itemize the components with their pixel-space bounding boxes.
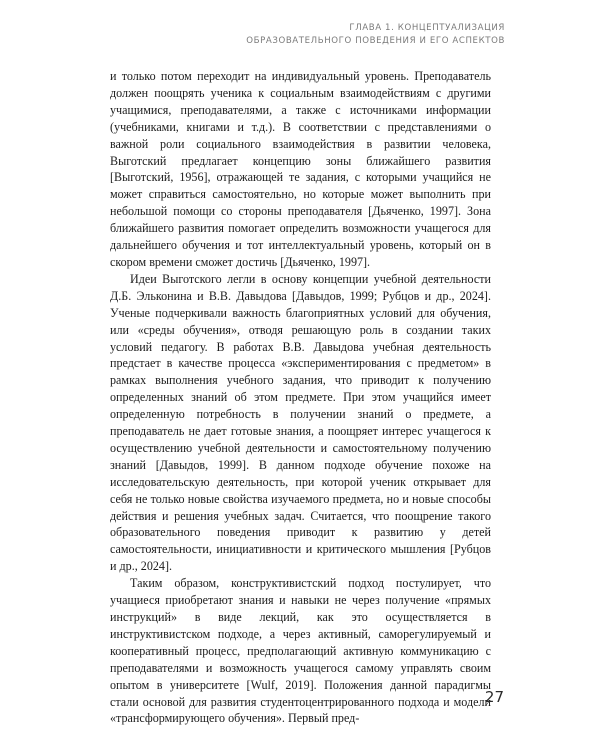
paragraph-3: Таким образом, конструктивистский подход постулирует, что учащиеся приобретают знания и навыки не через получение «прямых инструкций» в виде лекций, как это осуществляется в инструктивистском подходе, а через активный, саморегулируемый и кооперативный процесс, предполагающий активную коммуникацию с преподавателями и возможность учащегося самому управлять своим опытом в университете [Wulf, 2019]. Положения данной парадигмы стали основой для развития студентоцентрированного подхода и модели «трансформирующего обучения». Первый пред- xyxy=(110,576,491,726)
paragraph-2: Идеи Выготского легли в основу концепции учебной деятельности Д.Б. Эльконина и В.В. Давыдова [Давыдов, 1999; Рубцов и др., 2024]. Ученые подчеркивали важность благоприятных условий для обучения, или «среды обучения», отводя решающую роль в создании таких условий педагогу. В работах В.В. Давыдова учебная деятельность предстает в качестве процесса «экспериментирования с предметом» в рамках выполнения учебного задания, что приводит к получению определенных знаний об этом предмете. При этом учащийся имеет определенную потребность в получении знаний о предмете, а преподаватель не дает готовые знания, а поощряет интерес учащегося к осуществлению учебной деятельности и самостоятельному получению знаний [Давыдов, 1999]. В данном подходе обучение похоже на исследовательскую деятельность, при которой ученик открывает для себя не только новые свойства изучаемого предмета, но и новые способы действия и решения учебных задач. Считается, что поощрение такого образовательного поведения приводит к развитию у детей самостоятельности, инициативности и критического мышления [Рубцов и др., 2024]. xyxy=(110,271,491,574)
body-text xyxy=(110,68,491,727)
chapter-title-line-2: ОБРАЗОВАТЕЛЬНОГО ПОВЕДЕНИЯ И ЕГО АСПЕКТОВ xyxy=(246,36,505,46)
page-number: 27 xyxy=(484,688,504,706)
running-header xyxy=(246,22,505,48)
chapter-title-line-1: ГЛАВА 1. КОНЦЕПТУАЛИЗАЦИЯ xyxy=(349,23,505,33)
paragraph-1: и только потом переходит на индивидуальный уровень. Преподаватель должен поощрять ученика к социальным взаимодействиям с другими учащимися, преподавателями, а также с источниками информации (учебниками, книгами и т.д.). В соответствии с представлениями о важной роли социального взаимодействия в развитии человека, Выготский предлагает концепцию зоны ближайшего развития [Выготский, 1956], отражающей те задания, с которыми учащийся не может справиться самостоятельно, но которые может выполнить при небольшой помощи со стороны преподавателя [Дьяченко, 1997]. Зона ближайшего развития помогает определить возможности учащегося для дальнейшего обучения и тот интеллектуальный уровень, который он в скором времени сможет достичь [Дьяченко, 1997]. xyxy=(110,69,491,269)
